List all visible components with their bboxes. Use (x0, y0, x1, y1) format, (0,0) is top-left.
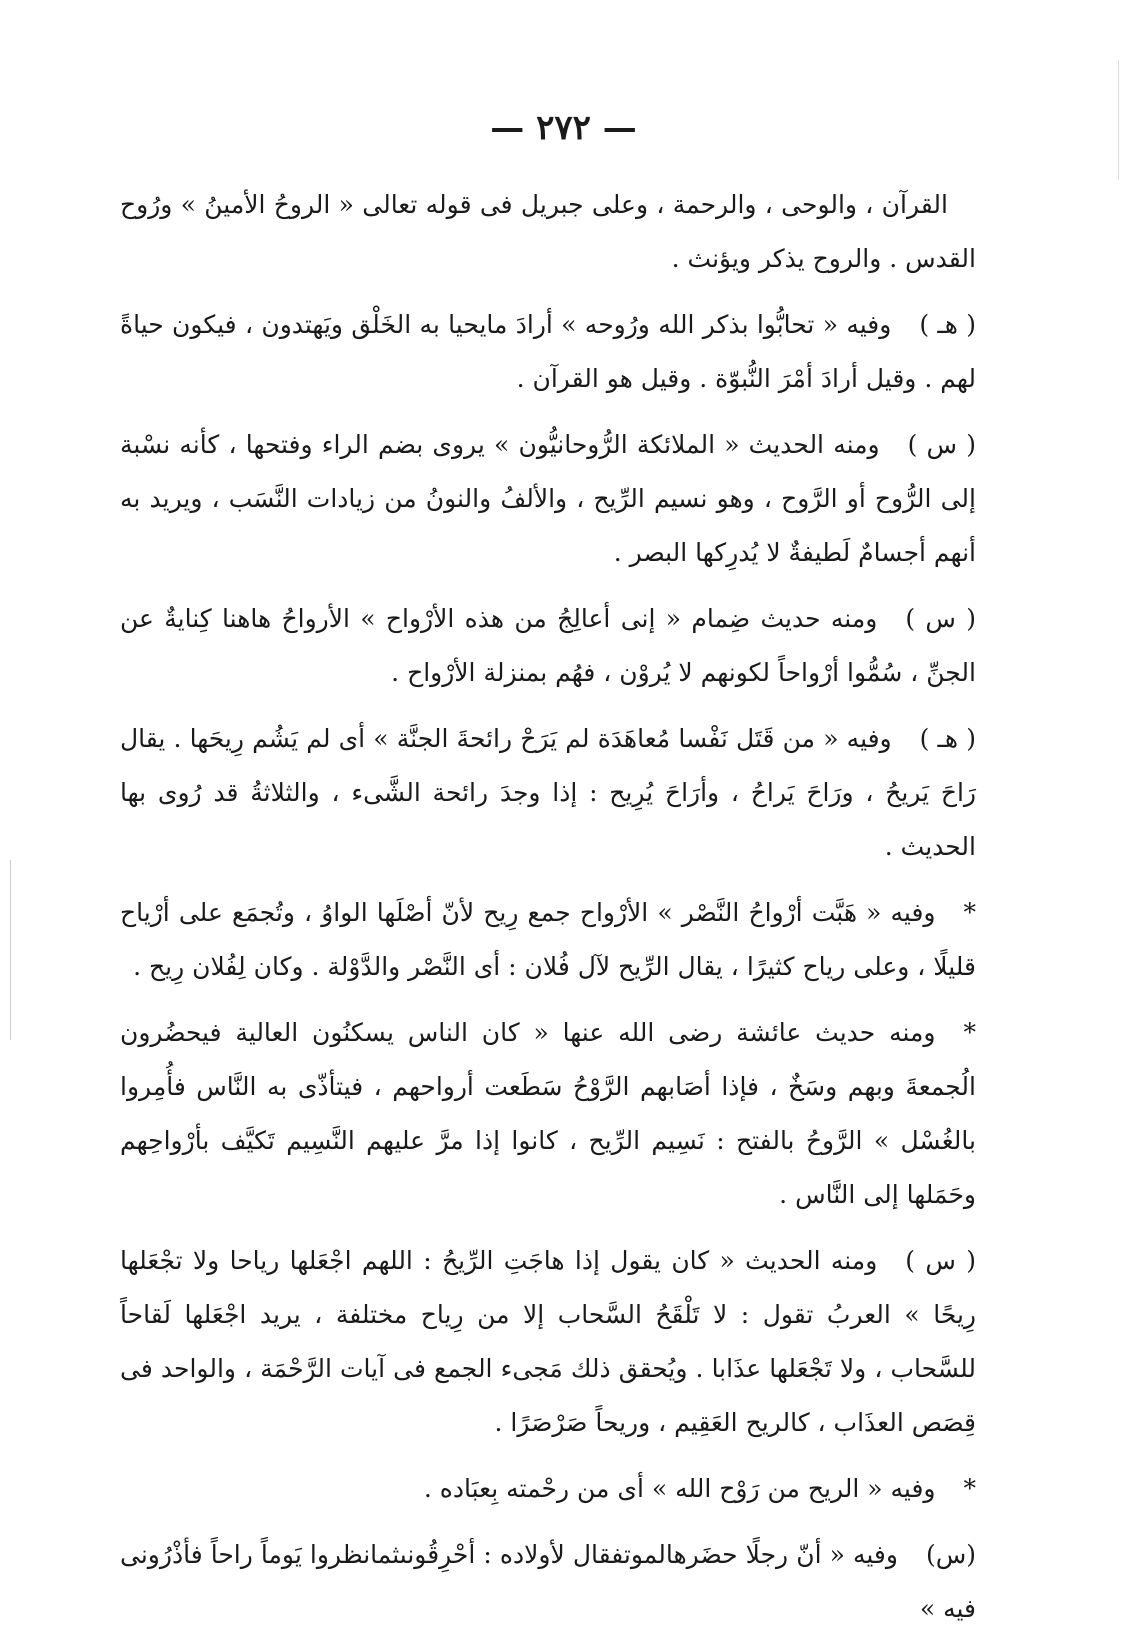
paragraph-text: وفيه « تحابُّوا بذكر الله ورُوحه » أرادَ مايحيا به الخَلْق ويَهتدون ، فيكون حياةً لهم . وقيل أرادَ أمْرَ النُّبوّة . وقيل هو القرآن . (120, 310, 976, 393)
source-mark: * (963, 898, 976, 927)
source-mark: ( س ) (907, 430, 976, 459)
paragraph-text: وفيه « أنّ رجلًا حضَرهالموتفقال لأولاده : أحْرِقُونىثمانظروا يَوماً راحاً فأذْرُونى فيه » (120, 1540, 976, 1623)
paragraph-3 (120, 418, 976, 580)
paragraph-5 (120, 712, 976, 874)
paragraph-6 (120, 886, 976, 994)
paragraph-text: ومنه الحديث « الملائكة الرُّوحانيُّون » يروى بضم الراء وفتحها ، كأنه نسْبة إلى الرُّوح أو الرَّوح ، وهو نسيم الرِّيح ، والألفُ والنونُ من زيادات النَّسَب ، ويريد به أنهم أجسامٌ لَطيفةٌ لا يُدرِكها البصر . (120, 430, 976, 567)
page-number: — ٢٧٢ — (490, 108, 637, 148)
source-mark: * (963, 1018, 976, 1047)
paragraph-2 (120, 298, 976, 406)
paragraph-1 (120, 178, 976, 286)
paragraph-7 (120, 1006, 976, 1222)
paragraph-text: ومنه حديث عائشة رضى الله عنها « كان الناس يسكنُون العالية فيحضُرون الُجمعةَ وبهم وسَخٌ ، فإذا أصَابهم الرَّوْحُ سَطَعت أرواحهم ، فيتأذّى به النَّاس فأُمِروا بالغُسْل » الرَّوحُ بالفتح : نَسِيم الرِّيح ، كانوا إذا مرَّ عليهم النَّسِيم تَكيَّف بأرْواحِهم وحَمَلها إلى النَّاس . (120, 1018, 976, 1209)
page-body (120, 178, 976, 1648)
paragraph-9 (120, 1462, 976, 1516)
paragraph-text: ومنه الحديث « كان يقول إذا هاجَتِ الرِّيحُ : اللهم اجْعَلها رياحا ولا تجْعَلها رِيحًا » العربُ تقول : لا تَلْقَحُ السَّحاب إلا من رِياح مختلفة ، يريد اجْعَلها لَقاحاً للسَّحاب ، ولا تَجْعَلها عذَابا . ويُحقق ذلك مَجىء الجمع فى آيات الرَّحْمَة ، والواحد فى قِصَص العذَاب ، كالريح العَقِيم ، وريحاً صَرْصَرًا . (120, 1246, 976, 1437)
source-mark: ( هـ ) (919, 724, 976, 753)
source-mark: ( س ) (905, 604, 976, 633)
source-mark: ( س ) (905, 1246, 976, 1275)
paragraph-text: القرآن ، والوحى ، والرحمة ، وعلى جبريل فى قوله تعالى « الروحُ الأمينُ » ورُوح القدس . والروح يذكر ويؤنث . (120, 190, 976, 273)
scan-edge-line-left (10, 860, 11, 1040)
paragraph-text: ومنه حديث ضِمام « إنى أعالِجُ من هذه الأرْواح » الأرواحُ هاهنا كِنايةٌ عن الجنِّ ، سُمُّوا أرْواحاً لكونهم لا يُروْن ، فهُم بمنزلة الأرْواح . (120, 604, 976, 687)
source-mark: (س) (925, 1540, 976, 1569)
paragraph-4 (120, 592, 976, 700)
paragraph-text: وفيه « هَبَّت أرْواحُ النَّصْر » الأرْواح جمع رِيح لأنّ أصْلَها الواوُ ، وتُجمَع على أرْياح قليلًا ، وعلى رياح كثيرًا ، يقال الرِّيح لآل فُلان : أى النَّصْر والدَّوْلة . وكان لِفُلان رِيح . (120, 898, 976, 981)
paragraph-8 (120, 1234, 976, 1450)
source-mark: ( هـ ) (919, 310, 976, 339)
paragraph-10 (120, 1528, 976, 1636)
source-mark: * (963, 1474, 976, 1503)
paragraph-text: وفيه « الريح من رَوْح الله » أى من رحْمته بِعبَاده . (423, 1474, 936, 1503)
paragraph-text: وفيه « من قَتَل نَفْسا مُعاهَدَة لم يَرَحْ رائحةَ الجنَّة » أى لم يَشُم رِيحَها . يقال رَاحَ يَريحُ ، ورَاحَ يَراحُ ، وأرَاحَ يُرِيح : إذا وجدَ رائحة الشَّىء ، والثلاثةُ قد رُوى بها الحديث . (120, 724, 976, 861)
